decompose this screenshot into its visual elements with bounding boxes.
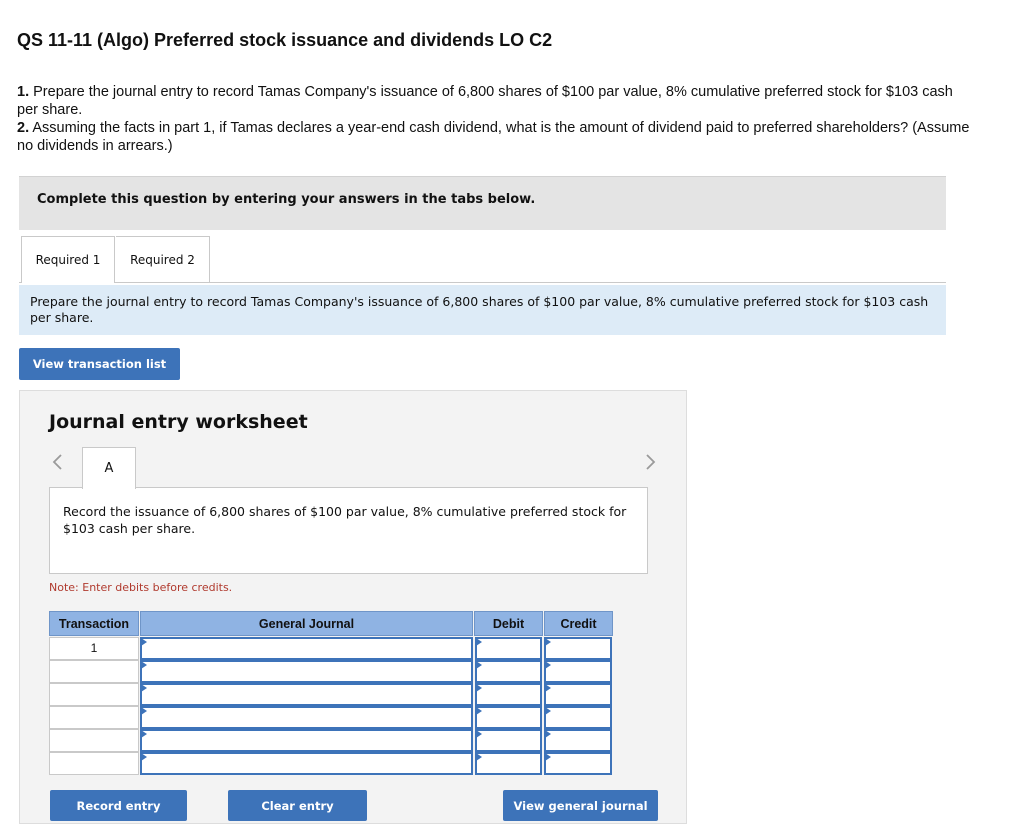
general-journal-input[interactable]: [140, 752, 473, 775]
table-row: [49, 637, 613, 660]
chevron-right-icon[interactable]: [640, 451, 660, 473]
credit-input[interactable]: [544, 729, 612, 752]
tab-instruction: Prepare the journal entry to record Tamas Company's issuance of 6,800 shares of $100 par value, 8% cumulative preferred stock for $103 cash per share.: [19, 285, 946, 335]
transaction-cell: [49, 706, 139, 729]
tab-required-1[interactable]: Required 1: [21, 236, 115, 283]
journal-entry-worksheet: [19, 390, 687, 824]
column-header-debit: Debit: [474, 611, 543, 636]
table-row: [49, 683, 613, 706]
tab-required-2[interactable]: Required 2: [116, 236, 210, 282]
worksheet-title: Journal entry worksheet: [49, 411, 308, 433]
column-header-transaction: Transaction: [49, 611, 139, 636]
tab-divider: [19, 282, 946, 283]
general-journal-input[interactable]: [140, 729, 473, 752]
credit-input[interactable]: [544, 706, 612, 729]
entry-tab-a[interactable]: A: [82, 447, 136, 489]
entry-description: Record the issuance of 6,800 shares of $100 par value, 8% cumulative preferred stock for $103 cash per share.: [49, 487, 648, 574]
question-2-text: Assuming the facts in part 1, if Tamas declares a year-end cash dividend, what is the amount of dividend paid to preferred shareholders? (Assume no dividends in arrears.): [17, 120, 970, 154]
general-journal-input[interactable]: [140, 660, 473, 683]
transaction-cell: [49, 660, 139, 683]
instructions-banner-text: Complete this question by entering your answers in the tabs below.: [37, 192, 536, 207]
entry-note: Note: Enter debits before credits.: [49, 581, 233, 594]
column-header-credit: Credit: [544, 611, 613, 636]
debit-input[interactable]: [475, 683, 542, 706]
view-general-journal-button[interactable]: View general journal: [503, 790, 658, 821]
general-journal-input[interactable]: [140, 683, 473, 706]
debit-input[interactable]: [475, 706, 542, 729]
table-row: [49, 706, 613, 729]
credit-input[interactable]: [544, 637, 612, 660]
debit-input[interactable]: [475, 752, 542, 775]
credit-input[interactable]: [544, 683, 612, 706]
general-journal-input[interactable]: [140, 637, 473, 660]
transaction-cell: [49, 752, 139, 775]
clear-entry-button[interactable]: Clear entry: [228, 790, 367, 821]
question-part-1: [17, 83, 977, 119]
credit-input[interactable]: [544, 752, 612, 775]
credit-input[interactable]: [544, 660, 612, 683]
view-transaction-list-button[interactable]: View transaction list: [19, 348, 180, 380]
table-row: [49, 752, 613, 775]
question-1-text: Prepare the journal entry to record Tamas Company's issuance of 6,800 shares of $100 par value, 8% cumulative preferred stock for $103 cash per share.: [17, 84, 953, 118]
question-part-2: [17, 119, 977, 155]
debit-input[interactable]: [475, 637, 542, 660]
instructions-banner: [19, 176, 946, 230]
column-header-general-journal: General Journal: [140, 611, 473, 636]
transaction-cell: 1: [49, 637, 139, 660]
debit-input[interactable]: [475, 660, 542, 683]
transaction-cell: [49, 683, 139, 706]
question-2-number: 2.: [17, 120, 30, 136]
page-title: QS 11-11 (Algo) Preferred stock issuance and dividends LO C2: [17, 30, 553, 50]
transaction-cell: [49, 729, 139, 752]
chevron-left-icon[interactable]: [48, 451, 68, 473]
debit-input[interactable]: [475, 729, 542, 752]
question-1-number: 1.: [17, 84, 30, 100]
question-intro: [17, 83, 977, 155]
general-journal-input[interactable]: [140, 706, 473, 729]
table-row: [49, 660, 613, 683]
record-entry-button[interactable]: Record entry: [50, 790, 187, 821]
table-row: [49, 729, 613, 752]
